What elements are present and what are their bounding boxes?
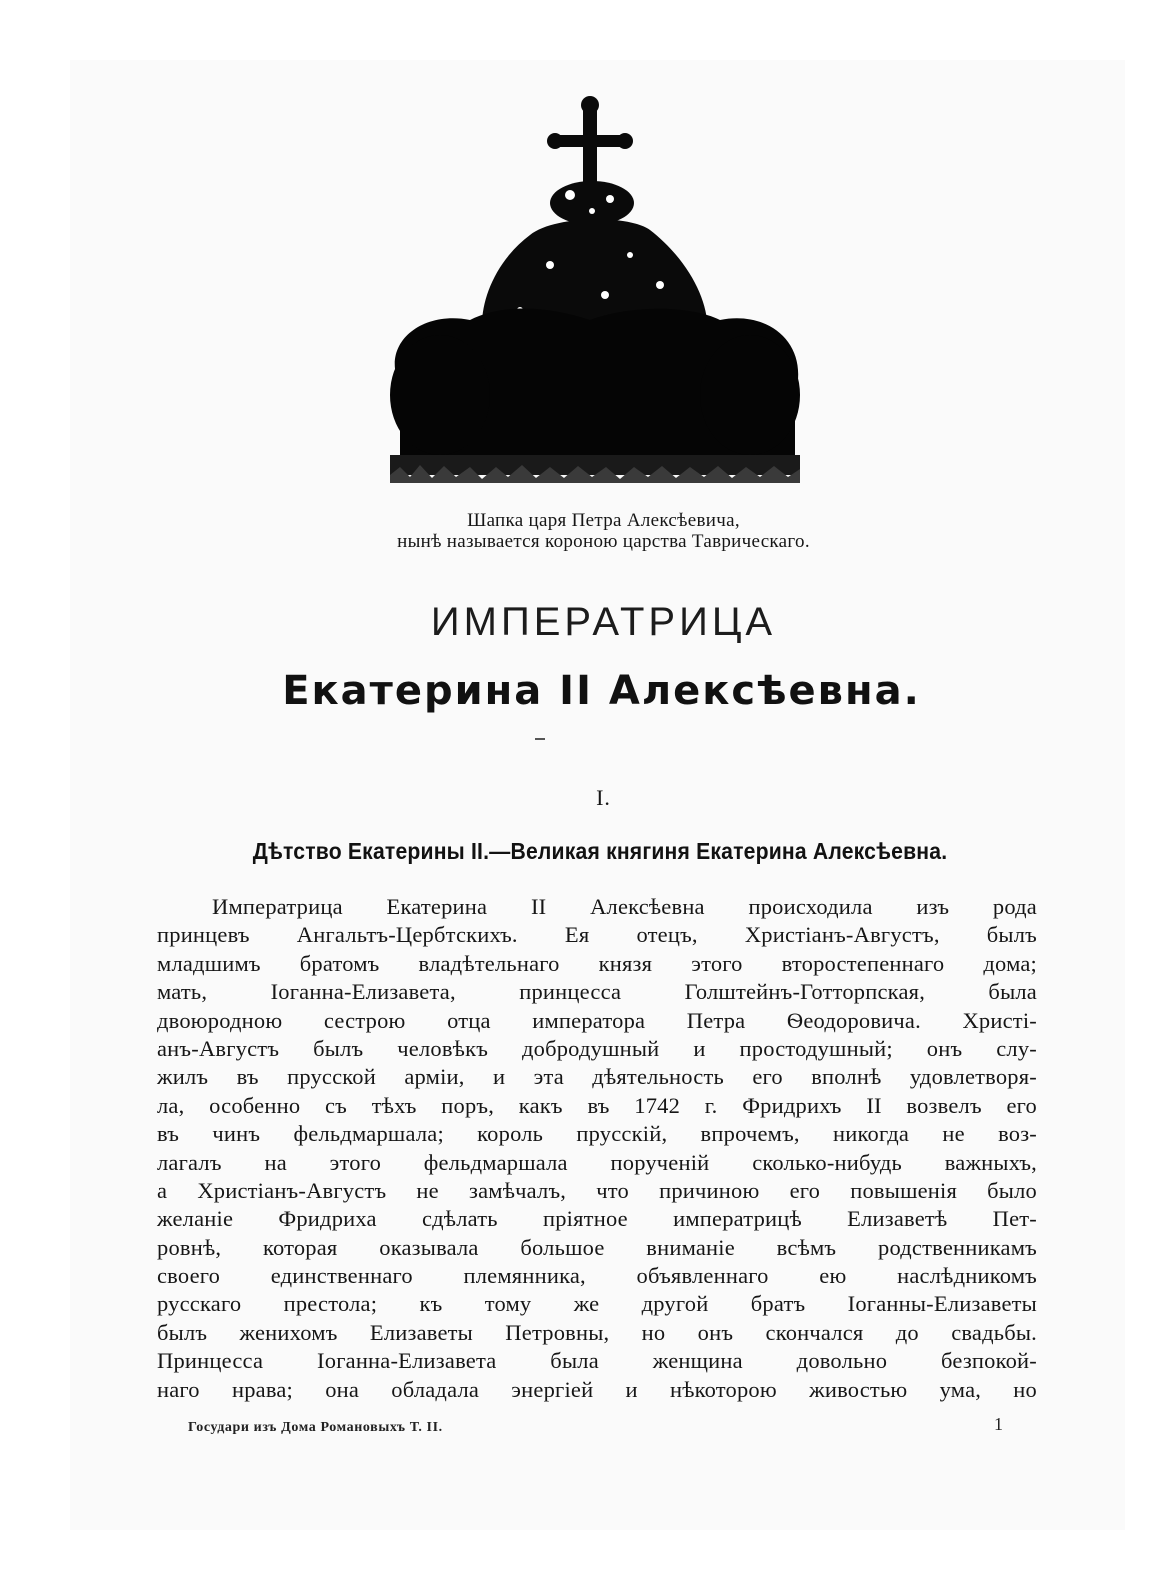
chapter-number: I.	[596, 785, 611, 810]
text-line: ровнѣ, которая оказывала большое вниманіе всѣмъ родственникамъ	[157, 1234, 1037, 1260]
text-line: наго нрава; она обладала энергіей и нѣкоторою живостью ума, но	[157, 1376, 1037, 1402]
text-line: двоюродною сестрою отца императора Петра Ѳеодоровича. Христі-	[157, 1007, 1037, 1033]
text-line: желаніе Фридриха сдѣлать пріятное императрицѣ Елизаветѣ Пет-	[157, 1206, 1037, 1232]
footer-book-title: Государи изъ Дома Романовыхъ Т. II.	[188, 1420, 443, 1435]
text-line: жилъ въ прусской арміи, и эта дѣятельность его вполнѣ удовлетворя-	[157, 1064, 1037, 1090]
decorative-dash	[535, 738, 545, 740]
illustration-caption-line-1: Шапка царя Петра Алексѣевича,	[467, 510, 740, 531]
crown-cap-with-cross-icon	[380, 95, 810, 495]
text-line: былъ женихомъ Елизаветы Петровны, но онъ скончался до свадьбы.	[157, 1319, 1037, 1345]
text-line: въ чинъ фельдмаршала; король прусскій, впрочемъ, никогда не воз-	[157, 1121, 1037, 1147]
body-text	[157, 893, 1037, 1404]
text-line: своего единственнаго племянника, объявленнаго ею наслѣдникомъ	[157, 1263, 1037, 1289]
illustration-caption-line-2: нынѣ называется короною царства Таврическаго.	[397, 531, 810, 552]
text-line: русскаго престола; къ тому же другой братъ Іоганны-Елизаветы	[157, 1291, 1037, 1317]
chapter-title: Дѣтство Екатерины II.—Великая княгиня Екатерина Алексѣевна.	[252, 838, 948, 864]
text-line: анъ-Августъ былъ человѣкъ добродушный и простодушный; онъ слу-	[157, 1035, 1037, 1061]
text-line: младшимъ братомъ владѣтельнаго князя этого второстепеннаго дома;	[157, 950, 1037, 976]
text-line: мать, Іоганна-Елизавета, принцесса Голштейнъ-Готторпская, была	[157, 979, 1037, 1005]
chapter-heading-subtitle: Екатерина II Алексѣевна.	[282, 668, 921, 714]
chapter-heading-title: ИМПЕРАТРИЦА	[430, 600, 777, 644]
page-number: 1	[994, 1414, 1003, 1434]
crown-illustration	[380, 95, 810, 495]
text-line: ла, особенно съ тѣхъ поръ, какъ въ 1742 г. Фридрихъ II возвелъ его	[157, 1092, 1037, 1118]
text-line: Принцесса Іоганна-Елизавета была женщина довольно безпокой-	[157, 1348, 1037, 1374]
text-line: а Христіанъ-Августъ не замѣчалъ, что причиною его повышенія было	[157, 1177, 1037, 1203]
text-line: лагалъ на этого фельдмаршала порученій сколько-нибудь важныхъ,	[157, 1149, 1037, 1175]
text-line: Императрица Екатерина II Алексѣевна происходила изъ рода	[212, 894, 1037, 919]
text-line: принцевъ Ангальтъ-Цербтскихъ. Ея отецъ, Христіанъ-Августъ, былъ	[157, 922, 1037, 948]
